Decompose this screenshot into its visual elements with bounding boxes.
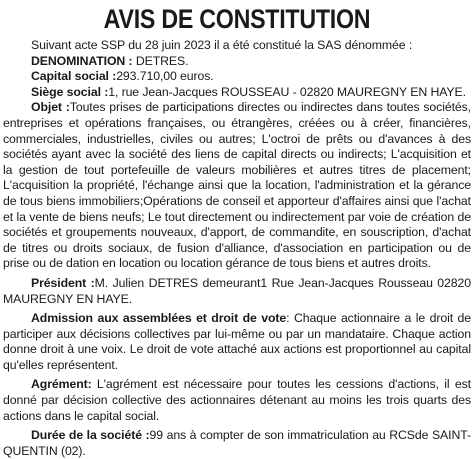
denomination-value: DETRES. — [132, 53, 189, 68]
admission-paragraph — [3, 311, 471, 373]
siege-value: 1, rue Jean-Jacques ROUSSEAU - 02820 MAUREGNY EN HAYE. — [108, 84, 466, 99]
agrement-label: Agrément: — [31, 377, 92, 392]
admission-label: Admission aux assemblées et droit de vote — [31, 311, 287, 326]
president-label: Président : — [31, 275, 95, 290]
objet-value: Toutes prises de participations directes ou indirectes dans toutes sociétés, entreprises et opérations françaises, ou étrangères, créées ou à créer, financières, commerciales, industrielles, civiles ou autres; L'octroi de prêts ou d'avances à des sociétés ayant avec la société des liens de capital directs ou indirects; L'acquisition et la gestion de tout portefeuille de valeurs mobilières et autres titres de placement; L'acquisition la propriété, l'échange ainsi que la location, l'administration et la gérance de tous biens immobiliers;Opérations de conseil et apporteur d'affaires ainsi que l'achat et la vente de biens neufs; Le tout directement ou indirectement par voie de création de sociétés et groupements nouveaux, d'apport, de commandite, en souscription, d'achat de titres ou droits sociaux, de fusion d'alliance, d'association en participation ou de prise ou de dation en location ou location gérance de tous biens et autres droits. — [3, 100, 471, 271]
objet-paragraph — [3, 100, 471, 272]
notice-body — [3, 38, 471, 459]
objet-label: Objet : — [31, 100, 70, 115]
denomination-paragraph — [3, 54, 471, 70]
admission-value: : Chaque actionnaire a le droit de participer aux décisions collectives par lui-même ou par un mandataire. Chaque action donne droit à une voix. Le droit de vote attaché aux actions est proportionnel au capital qu'elles représentent. — [3, 311, 471, 372]
notice-title: AVIS DE CONSTITUTION — [103, 4, 371, 34]
capital-paragraph — [3, 69, 471, 85]
agrement-paragraph — [3, 377, 471, 424]
duree-label: Durée de la société : — [31, 428, 150, 443]
siege-paragraph — [3, 85, 471, 101]
intro-text: Suivant acte SSP du 28 juin 2023 il a été constitué la SAS dénommée : — [31, 38, 413, 52]
siege-label: Siège social : — [31, 84, 109, 99]
agrement-value: L'agrément est nécessaire pour toutes les cessions d'actions, il est donné par décision collective des actionnaires détenant au moins les trois quarts des actions dans le capital social. — [3, 377, 471, 423]
duree-value: 99 ans à compter de son immatriculation au RCSde SAINT-QUENTIN (02). — [3, 428, 471, 458]
duree-paragraph — [3, 428, 471, 459]
president-value: M. Julien DETRES demeurant1 Rue Jean-Jacques Rousseau 02820 MAUREGNY EN HAYE. — [3, 275, 472, 306]
capital-value: 293.710,00 euros. — [116, 69, 214, 84]
capital-label: Capital social : — [31, 69, 117, 84]
president-paragraph — [3, 276, 471, 307]
intro-paragraph — [3, 38, 471, 54]
denomination-label: DENOMINATION : — [31, 53, 133, 68]
